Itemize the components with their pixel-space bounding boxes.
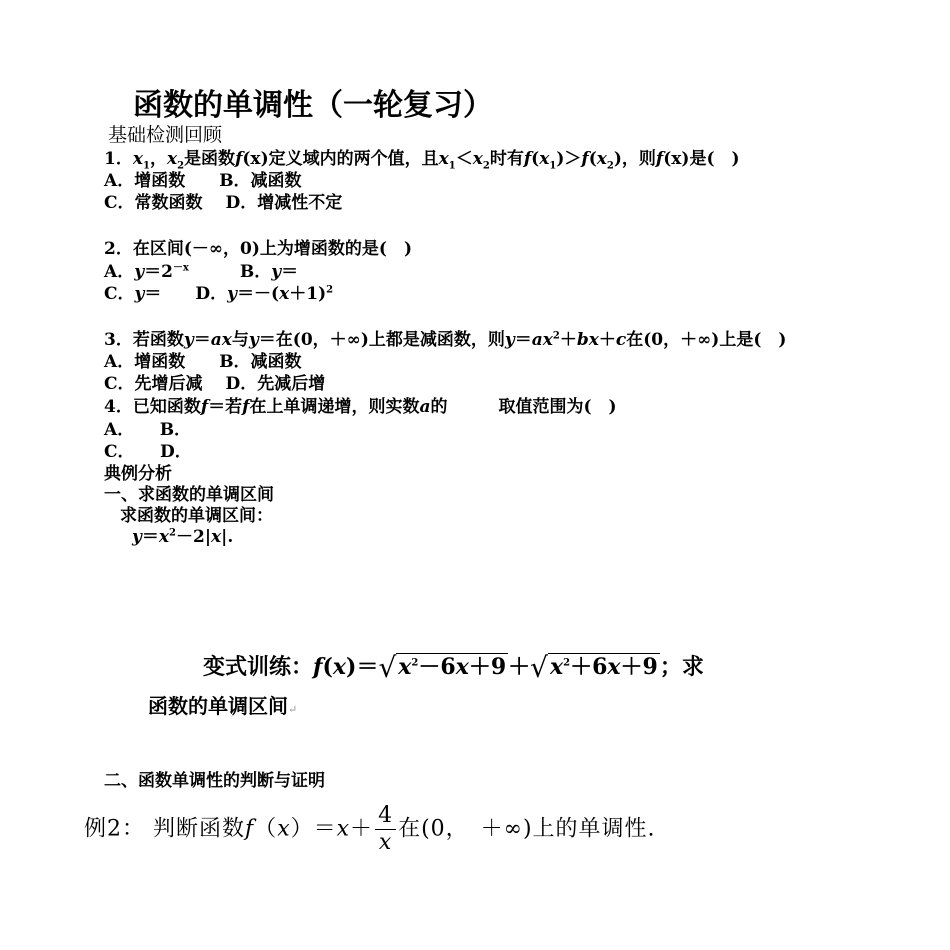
question-1: 1．$x_1$，$x_2$是函数f(x)定义域内的两个值，且$x_1<x_2$时有$f(x_1)>f(x_2)$，则f(x)是( )	[104, 149, 740, 172]
part-2-heading: 二、函数单调性的判断与证明	[104, 771, 325, 791]
question-4-options-ab: A． B．	[104, 420, 192, 440]
page-title: 函数的单调性（一轮复习）	[133, 88, 493, 123]
part-1-heading: 一、求函数的单调区间	[104, 485, 274, 505]
part-1-function: $y=x^2-2|x|$.	[132, 527, 234, 547]
question-3-options-cd: C．先增后减 D．先减后增	[104, 374, 326, 394]
variant-training: 变式训练：$f(x)=√x^2-6x+9+√x^2+6x+9$；求	[203, 651, 704, 684]
example-2: 例2： 判断函数f（x）＝x＋ $\frac{4}{x}$ 在(0， ＋∞)上的单调性.	[84, 803, 656, 855]
question-1-options-cd: C．常数函数 D．增减性不定	[104, 193, 343, 213]
variant-training-line-2: 函数的单调区间↵	[148, 694, 298, 718]
question-4: 4．已知函数f＝若f在上单调递增，则实数a的 取值范围为( )	[104, 397, 617, 417]
return-mark-icon: ↵	[288, 703, 298, 716]
question-2-options-ab: A．$y=2^{-x}$ B．y＝	[104, 262, 299, 282]
question-3-options-ab: A．增函数 B．减函数	[104, 352, 302, 372]
section-example-analysis: 典例分析	[104, 464, 172, 484]
fraction-4-over-x: $\frac{4}{x}$	[375, 803, 396, 856]
question-4-options-cd: C． D．	[104, 442, 192, 462]
question-2: 2．在区间(－∞，0)上为增函数的是( )	[104, 239, 412, 259]
sqrt-term-2: $√x^2+6x+9$	[530, 651, 658, 684]
question-1-options-ab: A．增函数 B．减函数	[104, 171, 302, 191]
sqrt-term-1: $√x^2-6x+9$	[378, 651, 507, 684]
question-3: 3．若函数y＝ax与y＝在(0，＋∞)上都是减函数，则$y=ax^2+bx+c$在(0，＋∞)上是( )	[104, 330, 787, 350]
section-basic-review: 基础检测回顾	[108, 124, 223, 146]
part-1-task: 求函数的单调区间：	[120, 506, 273, 526]
question-2-options-cd: C．y＝ D．$y=-(x+1)^2$	[104, 284, 334, 304]
